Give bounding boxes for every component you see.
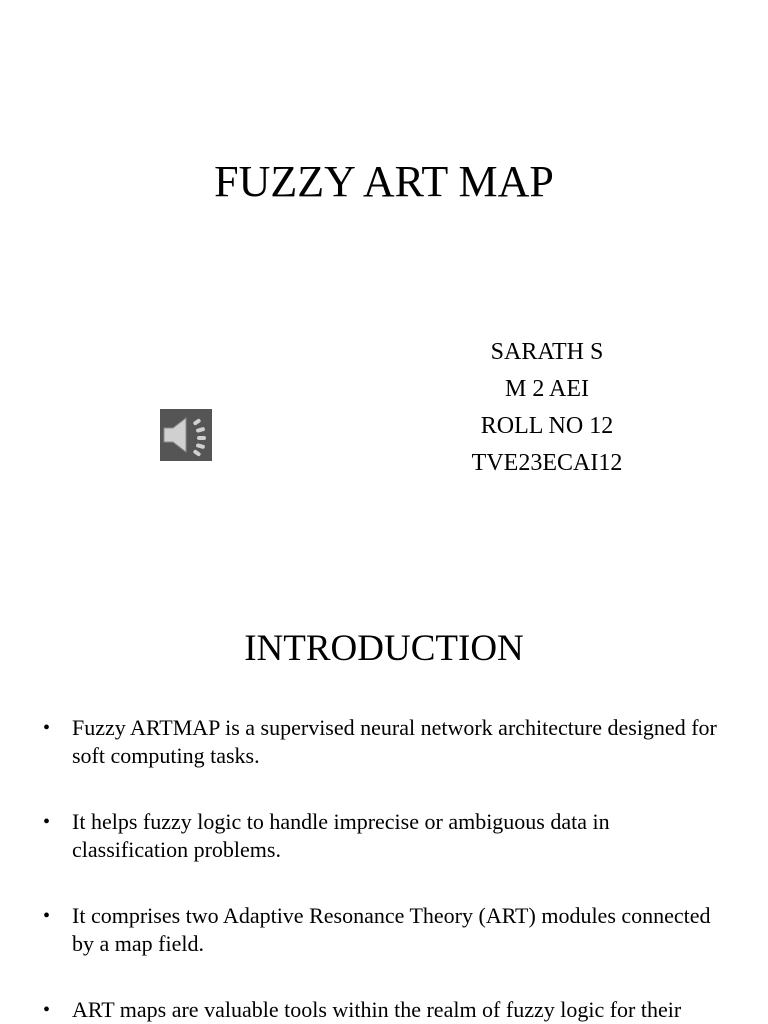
bullet-text: ART maps are valuable tools within the realm of fuzzy logic for their [72, 997, 682, 1022]
bullet-icon: • [43, 905, 51, 927]
introduction-slide [0, 576, 768, 1024]
slide-title: FUZZY ART MAP [214, 157, 554, 206]
author-name: SARATH S [490, 339, 604, 365]
speaker-icon[interactable] [160, 409, 212, 461]
author-id: TVE23ECAI12 [471, 450, 623, 476]
bullet-icon: • [43, 811, 51, 833]
bullet-text: It helps fuzzy logic to handle imprecise or ambiguous data in classification problems. [72, 809, 610, 862]
author-info [447, 334, 647, 482]
bullet-icon: • [43, 717, 51, 739]
section-title: INTRODUCTION [244, 628, 524, 669]
author-class: M 2 AEI [505, 376, 589, 402]
list-item [40, 714, 730, 770]
list-item [40, 996, 730, 1024]
bullet-text: It comprises two Adaptive Resonance Theory (ART) modules connected by a map field. [72, 903, 711, 956]
list-item [40, 902, 730, 958]
bullet-text: Fuzzy ARTMAP is a supervised neural network architecture designed for soft computing tasks. [72, 715, 717, 768]
bullet-list [40, 714, 730, 1024]
list-item [40, 808, 730, 864]
bullet-icon: • [43, 999, 51, 1021]
speaker-graphic [160, 409, 212, 461]
author-roll-no: ROLL NO 12 [480, 413, 614, 439]
